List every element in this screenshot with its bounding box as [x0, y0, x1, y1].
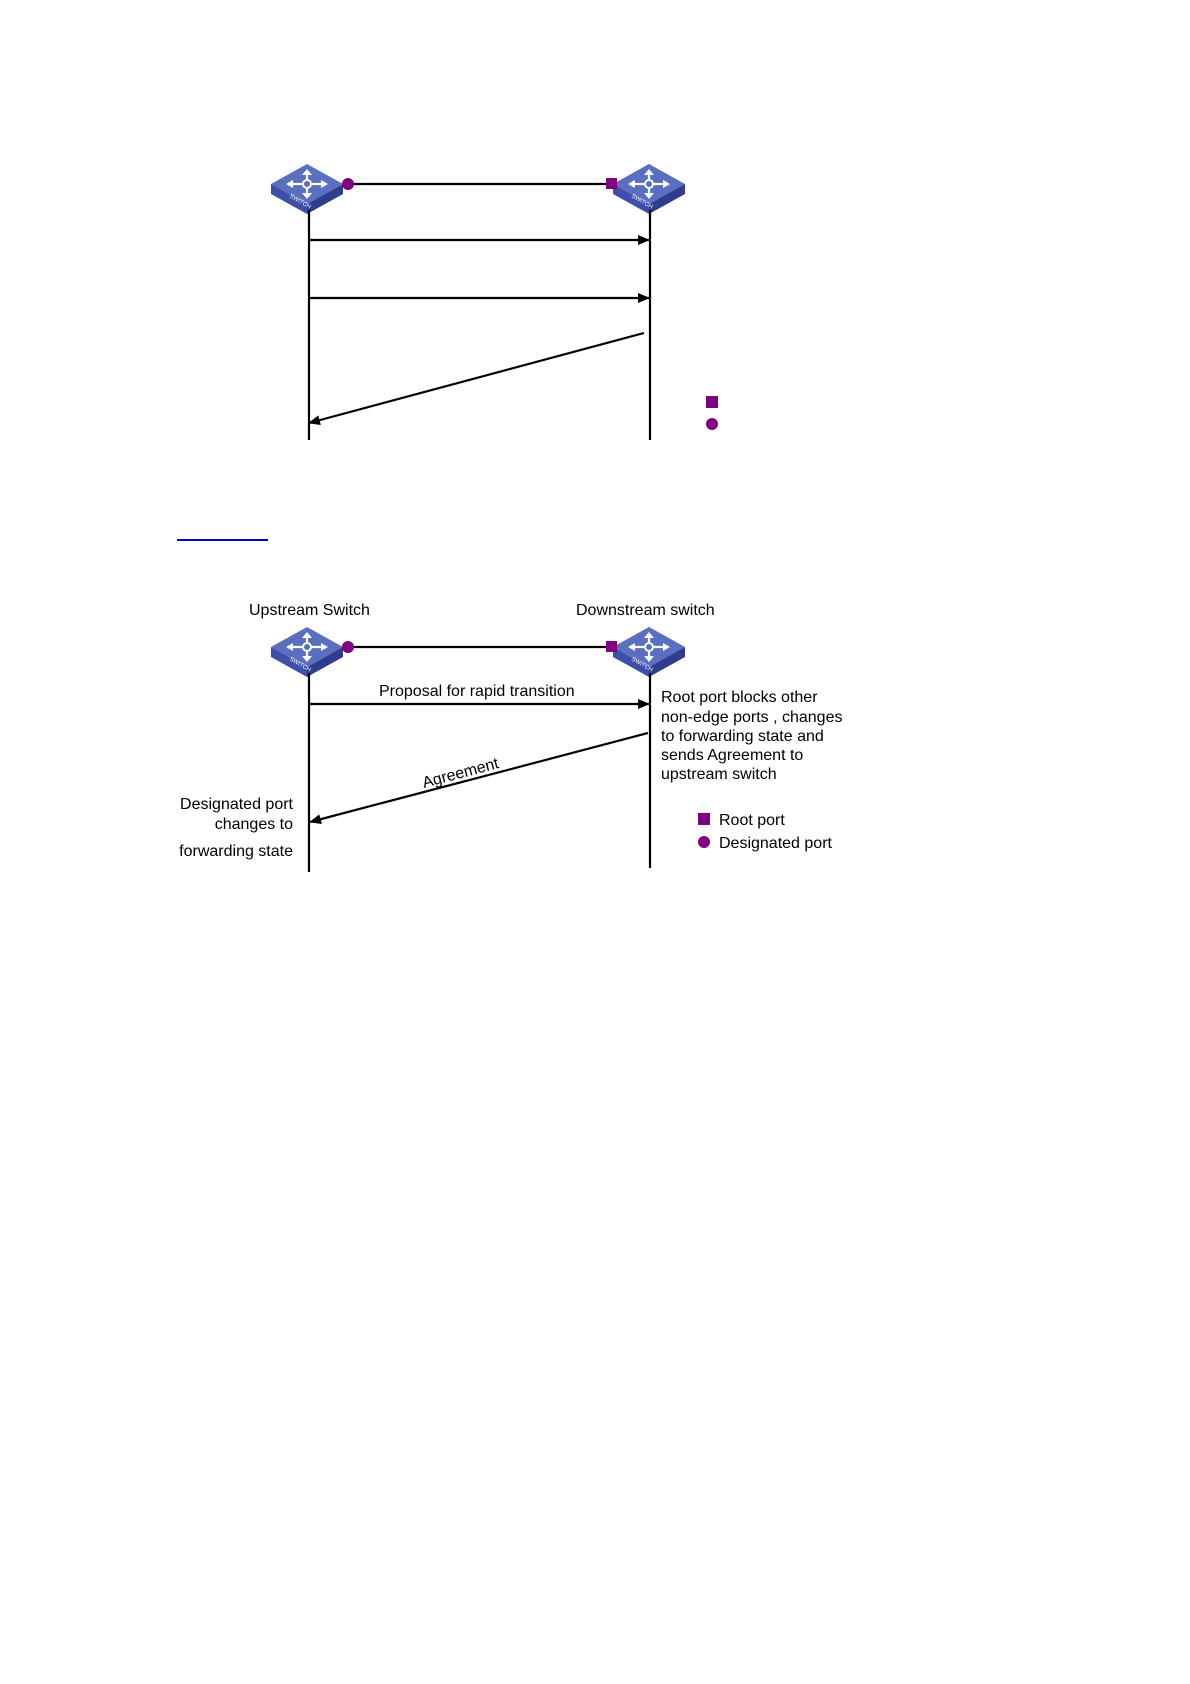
- proposal-label: Proposal for rapid transition: [379, 683, 575, 700]
- diagram1-legend-designated-port-circle-icon: [706, 418, 718, 430]
- hyperlink-underline[interactable]: [177, 539, 268, 541]
- switch-icon-text: SWITCH: [288, 193, 312, 211]
- diagram1-designated-port-circle-icon: [342, 178, 354, 190]
- switch-icon-text: SWITCH: [630, 656, 654, 674]
- diagram2-root-port-square-icon: [606, 641, 617, 652]
- root-action-line-2: non-edge ports , changes: [661, 709, 843, 726]
- root-action-line-4: sends Agreement to: [661, 747, 804, 764]
- switch-icon-text: SWITCH: [630, 193, 654, 211]
- agreement-arrow: [310, 733, 648, 822]
- diagram1-root-port-square-icon: [606, 178, 617, 189]
- designated-line-1: Designated port: [180, 796, 293, 813]
- diagram-1: [271, 164, 718, 440]
- legend-root-port-square-icon: [698, 813, 710, 825]
- diagram1-downstream-switch-icon: [613, 164, 685, 214]
- switch-icon-text: SWITCH: [288, 656, 312, 674]
- root-action-line-5: upstream switch: [661, 766, 777, 783]
- root-action-line-3: to forwarding state and: [661, 728, 824, 745]
- diagram-2: [179, 602, 842, 872]
- root-action-line-1: Root port blocks other: [661, 689, 818, 706]
- diagram1-arrow-3: [309, 333, 644, 423]
- legend-designated-port-label: Designated port: [719, 835, 832, 852]
- diagram2-upstream-switch-icon: [271, 627, 343, 677]
- designated-line-2: changes to: [214, 816, 293, 833]
- agreement-label: Agreement: [420, 755, 501, 792]
- legend-designated-port-circle-icon: [698, 836, 710, 848]
- upstream-switch-label: Upstream Switch: [249, 602, 370, 619]
- downstream-switch-label: Downstream switch: [576, 602, 715, 619]
- diagram1-upstream-switch-icon: [271, 164, 343, 214]
- diagram2-downstream-switch-icon: [613, 627, 685, 677]
- diagram1-legend-root-port-square-icon: [706, 396, 718, 408]
- diagram2-designated-port-circle-icon: [342, 641, 354, 653]
- designated-line-3: forwarding state: [179, 843, 293, 860]
- legend-root-port-label: Root port: [719, 812, 785, 829]
